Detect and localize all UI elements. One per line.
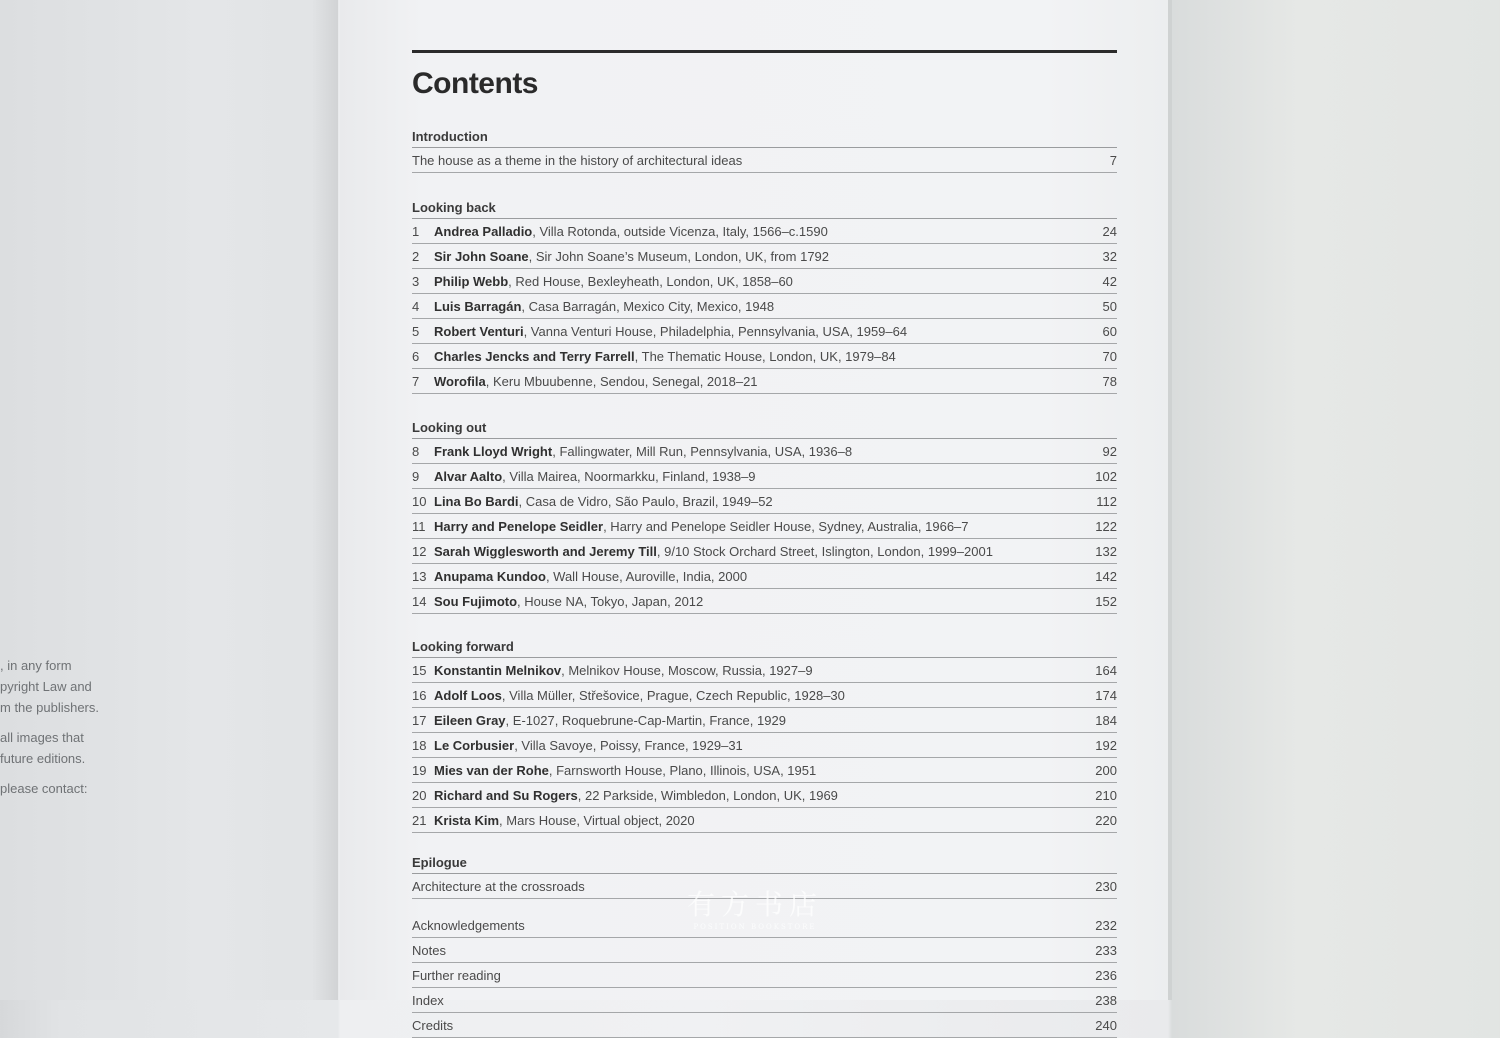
entry-details: , Mars House, Virtual object, 2020	[499, 812, 695, 828]
entry-title	[434, 688, 1077, 703]
toc-entry	[412, 269, 1117, 294]
watermark-text: 有方书店	[686, 888, 823, 921]
back-matter-entry	[412, 963, 1117, 988]
entry-number: 1	[412, 223, 420, 239]
page-number: 192	[1095, 737, 1117, 753]
page-number: 238	[1095, 992, 1117, 1008]
architect-name: Philip Webb	[434, 273, 509, 289]
architect-name: Mies van der Rohe	[434, 762, 549, 778]
entry-title	[434, 494, 1077, 509]
page-number: 230	[1095, 878, 1117, 894]
page-number: 70	[1102, 348, 1117, 364]
entry-number: 15	[412, 662, 427, 678]
entry-title	[434, 274, 1077, 289]
toc-entry	[412, 294, 1117, 319]
architect-name: Charles Jencks and Terry Farrell	[434, 348, 635, 364]
page-number: 32	[1102, 248, 1117, 264]
entry-title	[434, 519, 1077, 534]
page-number: 42	[1102, 273, 1117, 289]
architect-name: Alvar Aalto	[434, 468, 503, 484]
entry-number: 5	[412, 323, 420, 339]
left-page	[0, 0, 338, 1000]
toc-section	[412, 416, 1117, 614]
entry-number: 9	[412, 468, 420, 484]
left-page-text	[0, 655, 140, 799]
entry-title	[434, 249, 1077, 264]
toc-section	[412, 196, 1117, 394]
entry-title	[434, 544, 1077, 559]
entry-title	[434, 663, 1077, 678]
toc-entry	[412, 464, 1117, 489]
entry-details: The house as a theme in the history of architectural ideas	[412, 152, 743, 168]
entry-title	[412, 153, 1077, 168]
gutter-shadow	[312, 0, 338, 1000]
entry-number: 10	[412, 493, 427, 509]
entry-title	[434, 224, 1077, 239]
back-matter-label: Acknowledgements	[412, 917, 525, 933]
toc-entry	[412, 658, 1117, 683]
toc-section	[412, 125, 1117, 173]
toc-entry	[412, 489, 1117, 514]
entry-details: , Farnsworth House, Plano, Illinois, USA, 1951	[548, 762, 817, 778]
watermark-subtext: POSITION BOOKSTORE	[693, 923, 817, 931]
toc-section	[412, 635, 1117, 833]
left-line: , in any form	[0, 658, 72, 673]
top-rule	[412, 50, 1117, 53]
entry-title	[434, 594, 1077, 609]
architect-name: Eileen Gray	[434, 712, 506, 728]
entry-title	[434, 374, 1077, 389]
back-matter-label: Credits	[412, 1017, 454, 1033]
page-number: 60	[1102, 323, 1117, 339]
toc-entry	[412, 758, 1117, 783]
back-matter-entry	[412, 1013, 1117, 1038]
entry-details: , Casa de Vidro, São Paulo, Brazil, 1949–52	[518, 493, 773, 509]
architect-name: Konstantin Melnikov	[434, 662, 562, 678]
entry-number: 16	[412, 687, 427, 703]
entry-details: , The Thematic House, London, UK, 1979–84	[634, 348, 896, 364]
page-title: Contents	[412, 67, 538, 100]
entry-details: Architecture at the crossroads	[412, 878, 585, 894]
toc-entry	[412, 783, 1117, 808]
architect-name: Adolf Loos	[434, 687, 502, 703]
section-heading: Looking out	[412, 416, 1117, 439]
architect-name: Anupama Kundoo	[434, 568, 546, 584]
entry-details: , Melnikov House, Moscow, Russia, 1927–9	[561, 662, 813, 678]
page-number: 220	[1095, 812, 1117, 828]
architect-name: Worofila	[434, 373, 486, 389]
toc-entry	[412, 344, 1117, 369]
page-number: 236	[1095, 967, 1117, 983]
page-number: 164	[1095, 662, 1117, 678]
toc-entry	[412, 808, 1117, 833]
page-number: 24	[1102, 223, 1117, 239]
entry-number: 6	[412, 348, 420, 364]
back-matter-label: Notes	[412, 942, 446, 958]
entry-title	[434, 324, 1077, 339]
toc-entry	[412, 319, 1117, 344]
entry-details: , Villa Rotonda, outside Vicenza, Italy, 1566–c.1590	[532, 223, 828, 239]
entry-details: , Red House, Bexleyheath, London, UK, 1858–60	[508, 273, 793, 289]
entry-details: , Wall House, Auroville, India, 2000	[545, 568, 748, 584]
entry-details: , Villa Müller, Střešovice, Prague, Czech Republic, 1928–30	[501, 687, 845, 703]
page-number: 122	[1095, 518, 1117, 534]
entry-title	[434, 569, 1077, 584]
entry-details: , Harry and Penelope Seidler House, Sydney, Australia, 1966–7	[603, 518, 969, 534]
architect-name: Sou Fujimoto	[434, 593, 518, 609]
entry-number: 17	[412, 712, 427, 728]
entry-number: 2	[412, 248, 420, 264]
page-number: 210	[1095, 787, 1117, 803]
page-number: 78	[1102, 373, 1117, 389]
entry-details: , Keru Mbuubenne, Sendou, Senegal, 2018–21	[485, 373, 758, 389]
section-heading: Looking forward	[412, 635, 1117, 658]
page-number: 152	[1095, 593, 1117, 609]
section-heading: Introduction	[412, 125, 1117, 148]
entry-number: 12	[412, 543, 427, 559]
entry-number: 8	[412, 443, 420, 459]
entry-title	[434, 713, 1077, 728]
page-number: 200	[1095, 762, 1117, 778]
page-edge	[1168, 0, 1172, 1000]
back-matter-entry	[412, 938, 1117, 963]
entry-title	[434, 763, 1077, 778]
architect-name: Le Corbusier	[434, 737, 515, 753]
entry-title	[434, 349, 1077, 364]
entry-details: , Vanna Venturi House, Philadelphia, Pennsylvania, USA, 1959–64	[523, 323, 908, 339]
entry-details: , House NA, Tokyo, Japan, 2012	[517, 593, 704, 609]
toc-entry	[412, 439, 1117, 464]
toc-entry	[412, 148, 1117, 173]
page-number: 174	[1095, 687, 1117, 703]
toc-entry	[412, 369, 1117, 394]
entry-number: 3	[412, 273, 420, 289]
architect-name: Richard and Su Rogers	[434, 787, 578, 803]
section-heading: Looking back	[412, 196, 1117, 219]
back-matter-label: Index	[412, 992, 444, 1008]
entry-number: 7	[412, 373, 420, 389]
entry-number: 13	[412, 568, 427, 584]
page-number: 184	[1095, 712, 1117, 728]
left-line: pyright Law and	[0, 679, 92, 694]
bookstore-watermark	[680, 888, 830, 932]
entry-number: 20	[412, 787, 427, 803]
page-number: 232	[1095, 917, 1117, 933]
entry-details: , Casa Barragán, Mexico City, Mexico, 1948	[521, 298, 775, 314]
left-line: all images that	[0, 730, 84, 745]
section-heading: Epilogue	[412, 851, 1117, 874]
page-number: 92	[1102, 443, 1117, 459]
architect-name: Sarah Wigglesworth and Jeremy Till	[434, 543, 657, 559]
entry-title	[434, 788, 1077, 803]
entry-title	[434, 444, 1077, 459]
page-number: 112	[1096, 493, 1117, 509]
toc-entry	[412, 219, 1117, 244]
architect-name: Luis Barragán	[434, 298, 522, 314]
toc-entry	[412, 564, 1117, 589]
page-number: 50	[1102, 298, 1117, 314]
entry-details: , Sir John Soane’s Museum, London, UK, from 1792	[528, 248, 830, 264]
entry-title	[434, 299, 1077, 314]
entry-number: 19	[412, 762, 427, 778]
left-line: please contact:	[0, 781, 88, 796]
entry-number: 18	[412, 737, 427, 753]
toc-entry	[412, 244, 1117, 269]
page-number: 233	[1095, 942, 1117, 958]
toc-entry	[412, 539, 1117, 564]
architect-name: Robert Venturi	[434, 323, 524, 339]
entry-details: , Villa Mairea, Noormarkku, Finland, 1938–9	[502, 468, 756, 484]
back-matter-label: Further reading	[412, 967, 501, 983]
left-line: m the publishers.	[0, 700, 99, 715]
back-matter-entry	[412, 988, 1117, 1013]
entry-details: , Villa Savoye, Poissy, France, 1929–31	[514, 737, 743, 753]
entry-number: 4	[412, 298, 420, 314]
toc-entry	[412, 708, 1117, 733]
page-number: 132	[1095, 543, 1117, 559]
entry-details: , 9/10 Stock Orchard Street, Islington, London, 1999–2001	[656, 543, 993, 559]
architect-name: Frank Lloyd Wright	[434, 443, 553, 459]
entry-number: 21	[412, 812, 427, 828]
entry-details: , E-1027, Roquebrune-Cap-Martin, France, 1929	[505, 712, 786, 728]
entry-details: , 22 Parkside, Wimbledon, London, UK, 1969	[577, 787, 838, 803]
page-number: 142	[1095, 568, 1117, 584]
entry-number: 14	[412, 593, 427, 609]
entry-title	[434, 813, 1077, 828]
architect-name: Krista Kim	[434, 812, 500, 828]
page-number: 102	[1095, 468, 1117, 484]
architect-name: Sir John Soane	[434, 248, 529, 264]
page-number: 240	[1095, 1017, 1117, 1033]
architect-name: Lina Bo Bardi	[434, 493, 519, 509]
left-line: future editions.	[0, 751, 86, 766]
entry-details: , Fallingwater, Mill Run, Pennsylvania, USA, 1936–8	[552, 443, 853, 459]
entry-title	[434, 469, 1077, 484]
entry-title	[434, 738, 1077, 753]
architect-name: Andrea Palladio	[434, 223, 533, 239]
entry-number: 11	[412, 518, 426, 534]
toc-entry	[412, 589, 1117, 614]
toc-entry	[412, 683, 1117, 708]
architect-name: Harry and Penelope Seidler	[434, 518, 604, 534]
toc-entry	[412, 733, 1117, 758]
toc-entry	[412, 514, 1117, 539]
page-number: 7	[1109, 152, 1117, 168]
